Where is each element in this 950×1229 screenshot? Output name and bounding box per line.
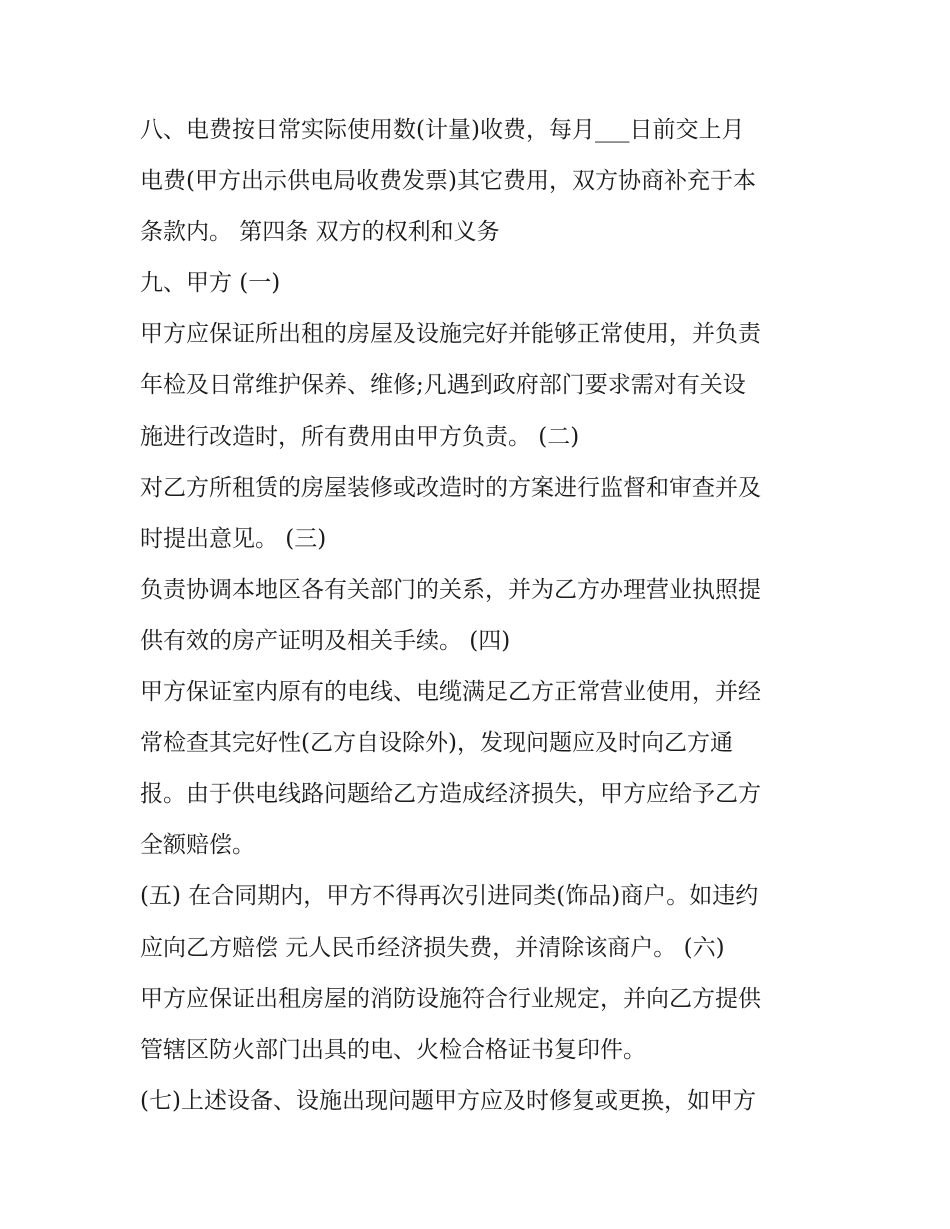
text-line: 全额赔偿。: [140, 832, 255, 859]
text-line: 九、甲方 (一): [140, 270, 281, 297]
text-line: 供有效的房产证明及相关手续。 (四): [140, 627, 511, 654]
text-line: (七)上述设备、设施出现问题甲方应及时修复或更换，如甲方: [140, 1087, 756, 1114]
text-line: 甲方应保证出租房屋的消防设施符合行业规定，并向乙方提供: [140, 985, 761, 1012]
text-line: 报。由于供电线路问题给乙方造成经济损失，甲方应给予乙方: [140, 781, 761, 808]
text-line: 年检及日常维护保养、维修;凡遇到政府部门要求需对有关设: [140, 372, 746, 399]
text-line: 条款内。 第四条 双方的权利和义务: [140, 219, 500, 246]
text-line: 负责协调本地区各有关部门的关系，并为乙方办理营业执照提: [140, 576, 761, 603]
text-line: 应向乙方赔偿 元人民币经济损失费，并清除该商户。 (六): [140, 934, 725, 961]
text-line: 八、电费按日常实际使用数(计量)收费，每月___日前交上月: [140, 117, 745, 143]
text-line: (五) 在合同期内，甲方不得再次引进同类(饰品)商户。如违约: [140, 883, 759, 910]
text-line: 电费(甲方出示供电局收费发票)其它费用，双方协商补充于本: [140, 168, 756, 195]
text-line: 常检查其完好性(乙方自设除外)，发现问题应及时向乙方通: [140, 730, 733, 757]
document-body: [140, 105, 820, 1127]
text-line: 管辖区防火部门出具的电、火检合格证书复印件。: [140, 1036, 646, 1063]
text-line: 甲方应保证所出租的房屋及设施完好并能够正常使用，并负责: [140, 321, 761, 348]
text-line: 对乙方所租赁的房屋装修或改造时的方案进行监督和审查并及: [140, 474, 761, 501]
text-line: 时提出意见。 (三): [140, 525, 327, 552]
text-line: 施进行改造时，所有费用由甲方负责。 (二): [140, 423, 580, 450]
text-line: 甲方保证室内原有的电线、电缆满足乙方正常营业使用，并经: [140, 679, 761, 706]
